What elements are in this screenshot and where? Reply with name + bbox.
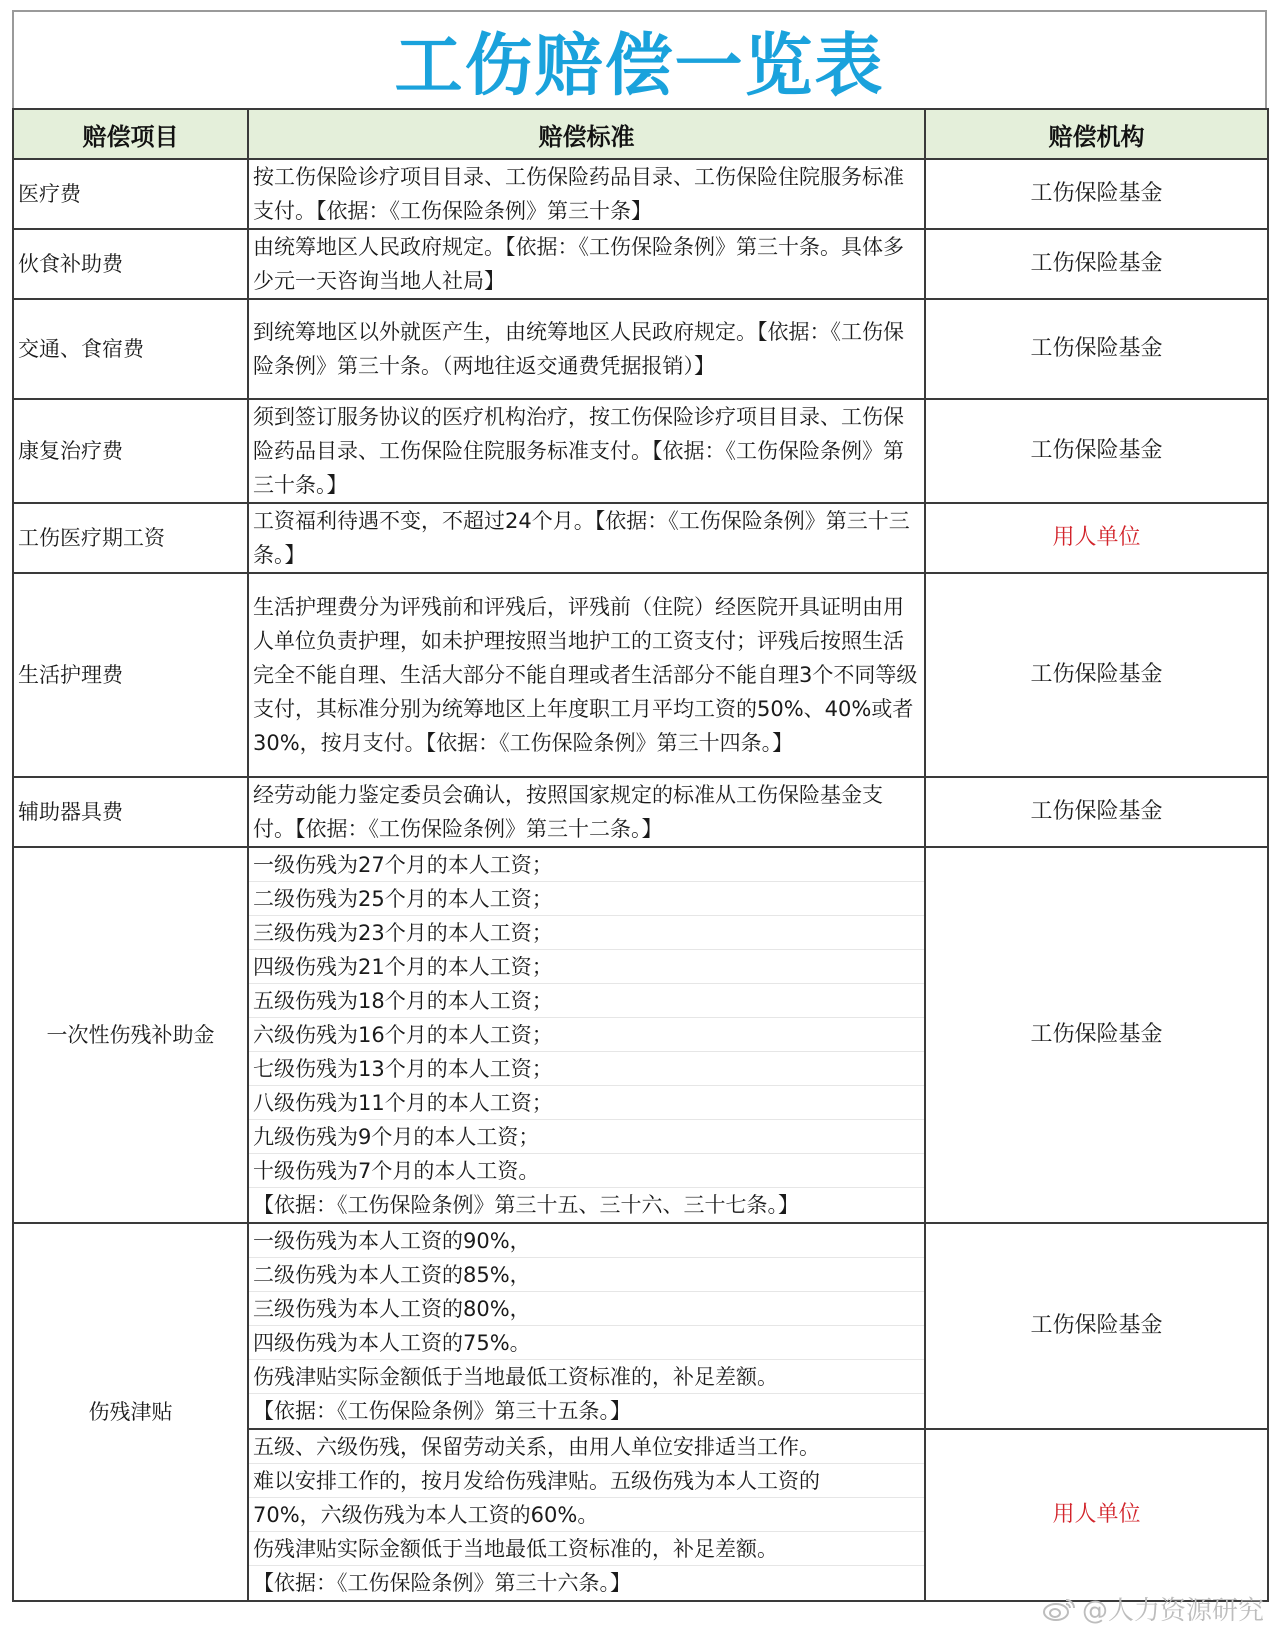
table-row-lump-sum [13,847,1268,1223]
standard-cell: 到统筹地区以外就医产生，由统筹地区人民政府规定。【依据：《工伤保险条例》第三十条。（两地往返交通费凭据报销）】 [248,299,925,399]
list-line: 七级伤残为13个月的本人工资； [249,1052,924,1086]
watermark-text: @人力资源研究 [1081,1596,1264,1626]
compensation-table [12,108,1269,1602]
document-page [12,10,1267,1630]
standard-cell: 按工伤保险诊疗项目目录、工伤保险药品目录、工伤保险住院服务标准支付。【依据：《工伤保险条例》第三十条】 [248,159,925,229]
org-cell: 用人单位 [925,1429,1268,1601]
org-cell: 工伤保险基金 [925,399,1268,503]
org-cell: 工伤保险基金 [925,573,1268,777]
org-cell: 工伤保险基金 [925,1223,1268,1429]
table-row [13,299,1268,399]
list-line: 【依据：《工伤保险条例》第三十六条。】 [253,1571,631,1595]
list-line: 八级伤残为11个月的本人工资； [249,1086,924,1120]
table-row [13,229,1268,299]
watermark [1042,1590,1264,1627]
standard-list-cell [248,1223,925,1429]
list-line: 70%，六级伤残为本人工资的60%。 [249,1498,924,1532]
list-line: 难以安排工作的，按月发给伤残津贴。五级伤残为本人工资的 [249,1464,924,1498]
list-line: 伤残津贴实际金额低于当地最低工资标准的，补足差额。 [249,1360,924,1394]
standard-cell: 由统筹地区人民政府规定。【依据：《工伤保险条例》第三十条。具体多少元一天咨询当地人社局】 [248,229,925,299]
standard-list-cell [248,847,925,1223]
list-line: 三级伤残为本人工资的80%， [249,1292,924,1326]
header-org: 赔偿机构 [925,109,1268,159]
standard-cell: 生活护理费分为评残前和评残后，评残前（住院）经医院开具证明由用人单位负责护理，如未护理按照当地护工的工资支付；评残后按照生活完全不能自理、生活大部分不能自理或者生活部分不能自理3个不同等级支付，其标准分别为统筹地区上年度职工月平均工资的50%、40%或者30%，按月支付。【依据：《工伤保险条例》第三十四条。】 [248,573,925,777]
list-line: 【依据：《工伤保险条例》第三十五条。】 [253,1399,631,1423]
list-line: 伤残津贴实际金额低于当地最低工资标准的，补足差额。 [249,1532,924,1566]
title-bar [12,10,1267,108]
header-item: 赔偿项目 [13,109,248,159]
table-row [13,159,1268,229]
item-cell: 生活护理费 [13,573,248,777]
org-cell: 工伤保险基金 [925,229,1268,299]
table-header-row [13,109,1268,159]
table-row [13,573,1268,777]
standard-cell: 须到签订服务协议的医疗机构治疗，按工伤保险诊疗项目目录、工伤保险药品目录、工伤保险住院服务标准支付。【依据：《工伤保险条例》第三十条。】 [248,399,925,503]
item-cell: 医疗费 [13,159,248,229]
item-cell: 交通、食宿费 [13,299,248,399]
list-line: 五级伤残为18个月的本人工资； [249,984,924,1018]
org-cell: 用人单位 [925,503,1268,573]
item-cell: 伤残津贴 [13,1223,248,1601]
table-row [13,399,1268,503]
list-line: 四级伤残为本人工资的75%。 [249,1326,924,1360]
org-cell: 工伤保险基金 [925,159,1268,229]
list-line: 六级伤残为16个月的本人工资； [249,1018,924,1052]
org-cell: 工伤保险基金 [925,299,1268,399]
weibo-icon [1042,1596,1076,1622]
list-line: 四级伤残为21个月的本人工资； [249,950,924,984]
item-cell: 一次性伤残补助金 [13,847,248,1223]
list-line: 一级伤残为27个月的本人工资； [249,848,924,882]
standard-cell: 工资福利待遇不变，不超过24个月。【依据：《工伤保险条例》第三十三条。】 [248,503,925,573]
list-line: 一级伤残为本人工资的90%， [249,1224,924,1258]
list-line: 【依据：《工伤保险条例》第三十五、三十六、三十七条。】 [253,1193,799,1217]
org-cell: 工伤保险基金 [925,847,1268,1223]
page-title: 工伤赔偿一览表 [394,26,885,106]
list-line: 三级伤残为23个月的本人工资； [249,916,924,950]
item-cell: 辅助器具费 [13,777,248,847]
list-line: 五级、六级伤残，保留劳动关系，由用人单位安排适当工作。 [249,1430,924,1464]
standard-list-cell [248,1429,925,1601]
standard-cell: 经劳动能力鉴定委员会确认，按照国家规定的标准从工伤保险基金支付。【依据：《工伤保险条例》第三十二条。】 [248,777,925,847]
list-line: 二级伤残为25个月的本人工资； [249,882,924,916]
item-cell: 伙食补助费 [13,229,248,299]
table-row [13,777,1268,847]
item-cell: 工伤医疗期工资 [13,503,248,573]
list-line: 九级伤残为9个月的本人工资； [249,1120,924,1154]
table-row-allowance-1 [13,1223,1268,1429]
list-line: 十级伤残为7个月的本人工资。 [249,1154,924,1188]
org-cell: 工伤保险基金 [925,777,1268,847]
table-row [13,503,1268,573]
item-cell: 康复治疗费 [13,399,248,503]
header-standard: 赔偿标准 [248,109,925,159]
list-line: 二级伤残为本人工资的85%， [249,1258,924,1292]
